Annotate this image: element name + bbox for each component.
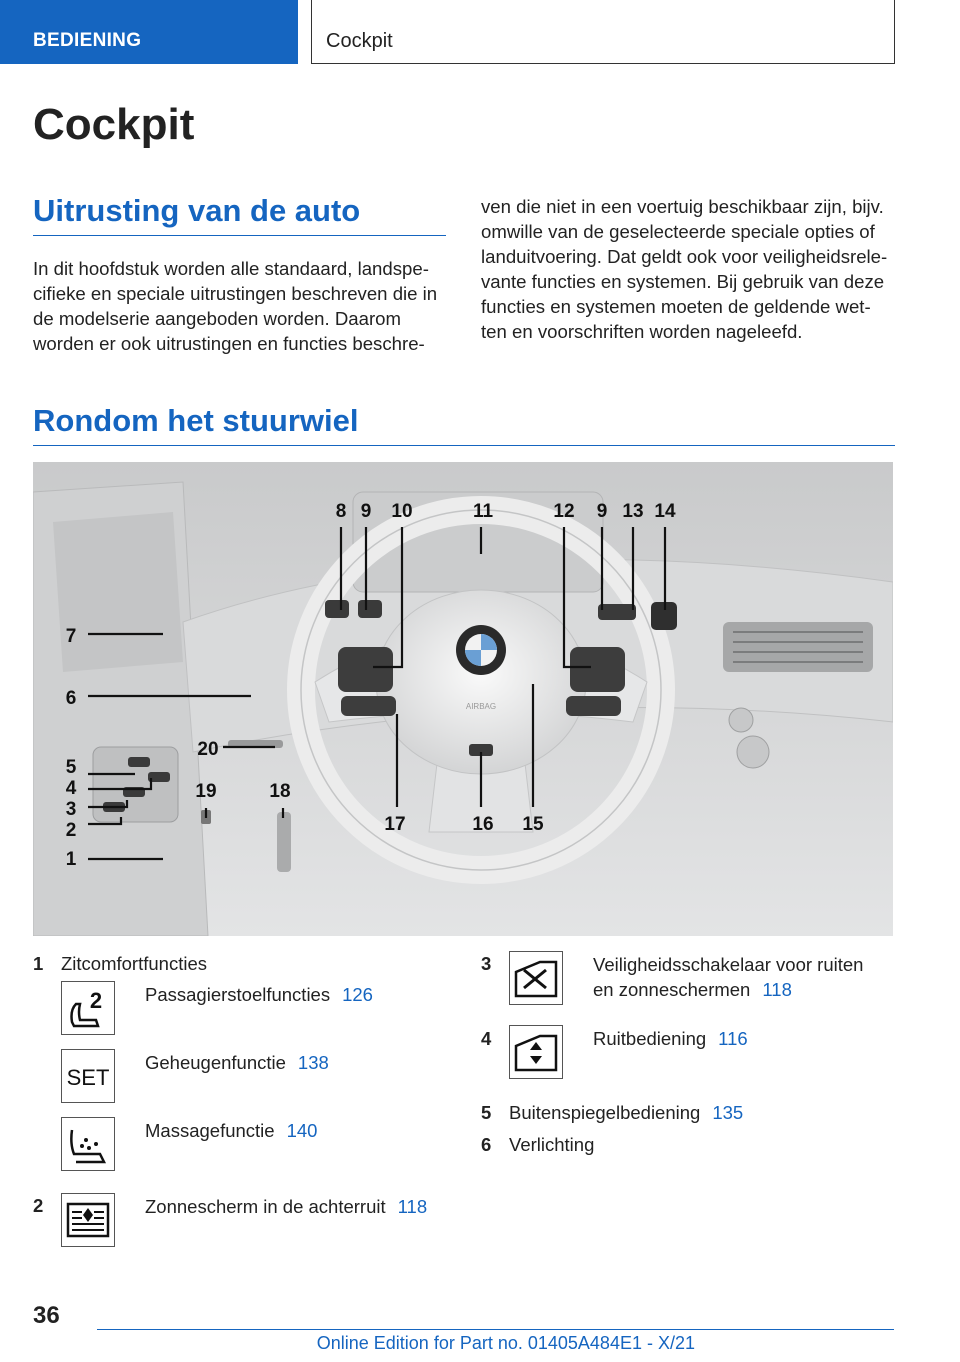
callout-11: 11 [472, 501, 494, 522]
callout-16: 16 [472, 814, 494, 835]
callout-17: 17 [384, 814, 406, 835]
airbag-label: AIRBAG [465, 702, 497, 711]
page-title: Cockpit [33, 100, 195, 149]
legend-item-veiligheid-line2: en zonneschermen 118 [593, 979, 792, 1000]
intro-paragraph-right: ven die niet in een voertuig beschikbaar zijn, bijv. omwille van de geselecteerde speciale opties of landuitvoering. Dat geldt ook voor veiligheidsrele-vante functies en systemen. Bij gebruik van deze functies en systemen moeten de geldende wet-ten en voorschriften worden nageleefd. [481, 196, 888, 342]
edition-note: Online Edition for Part no. 01405A484E1 - X/21 [316, 1333, 695, 1353]
legend-item-zonnescherm: Zonnescherm in de achterruit 118 [145, 1196, 428, 1217]
intro-paragraph-left: In dit hoofdstuk worden alle standaard, landspe-cifieke en speciale uitrustingen beschreven die in de modelserie aangeboden worden. Daarom worden er ook uitrustingen en functies beschre- [33, 258, 438, 354]
legend-item-massage: Massagefunctie 140 [145, 1120, 318, 1141]
legend-number-1: 1 [33, 953, 44, 974]
callout-6: 6 [65, 688, 77, 709]
callout-14: 14 [654, 501, 676, 522]
callout-8: 8 [335, 501, 347, 522]
legend-right [481, 951, 896, 1171]
heading-uitrusting: Uitrusting van de auto [33, 193, 446, 236]
chapter-tab: Cockpit [311, 0, 895, 64]
legend-number-4: 4 [481, 1028, 492, 1049]
callout-18: 18 [269, 781, 291, 802]
callout-4: 4 [65, 778, 77, 799]
page-ref-118-a[interactable]: 118 [397, 1196, 428, 1217]
page-ref-118-b[interactable]: 118 [762, 979, 792, 1000]
legend-number-6: 6 [481, 1134, 492, 1155]
rear-sunblind-icon [61, 1193, 115, 1247]
legend-left [33, 951, 453, 1251]
legend-number-5: 5 [481, 1102, 492, 1123]
callout-2: 2 [65, 820, 77, 841]
seat-memory-2-icon [61, 981, 115, 1035]
footer-divider [97, 1329, 894, 1330]
legend-number-2: 2 [33, 1195, 44, 1216]
legend-item-ruitbediening: Ruitbediening 116 [593, 1028, 748, 1049]
callout-1: 1 [65, 849, 77, 870]
callout-15: 15 [522, 814, 544, 835]
callout-19: 19 [195, 781, 217, 802]
window-safety-switch-icon [509, 951, 563, 1005]
callout-3: 3 [65, 799, 77, 820]
svg-text:SET: SET [66, 1065, 110, 1090]
callout-9-left: 9 [360, 501, 372, 522]
callout-13: 13 [622, 501, 644, 522]
heading-stuurwiel: Rondom het stuurwiel [33, 403, 895, 446]
page-ref-126[interactable]: 126 [342, 984, 373, 1005]
cockpit-illustration [33, 462, 893, 936]
legend-item-geheugen: Geheugenfunctie 138 [145, 1052, 329, 1073]
page-ref-140[interactable]: 140 [286, 1120, 318, 1141]
svg-text:2: 2 [89, 988, 103, 1013]
legend-item-passagier: Passagierstoelfuncties 126 [145, 984, 373, 1005]
callout-10: 10 [391, 501, 413, 522]
page-ref-135[interactable]: 135 [712, 1102, 744, 1123]
section-tab: BEDIENING [0, 0, 298, 64]
callout-7: 7 [65, 626, 77, 647]
callout-5: 5 [65, 757, 77, 778]
page-ref-116[interactable]: 116 [718, 1028, 748, 1049]
legend-label-1: Zitcomfortfuncties [61, 953, 207, 974]
callout-12: 12 [553, 501, 575, 522]
window-control-icon [509, 1025, 563, 1079]
callout-20: 20 [197, 739, 219, 760]
page-number: 36 [33, 1302, 60, 1329]
set-memory-icon [61, 1049, 115, 1103]
cockpit-drawing [33, 462, 893, 936]
massage-icon [61, 1117, 115, 1171]
legend-number-3: 3 [481, 953, 492, 974]
legend-item-verlichting: Verlichting [509, 1134, 595, 1155]
legend-item-veiligheid-line1: Veiligheidsschakelaar voor ruiten [593, 954, 864, 975]
callout-9-right: 9 [596, 501, 608, 522]
legend-item-buitenspiegel: Buitenspiegelbediening 135 [509, 1102, 744, 1123]
page-ref-138[interactable]: 138 [297, 1052, 329, 1073]
